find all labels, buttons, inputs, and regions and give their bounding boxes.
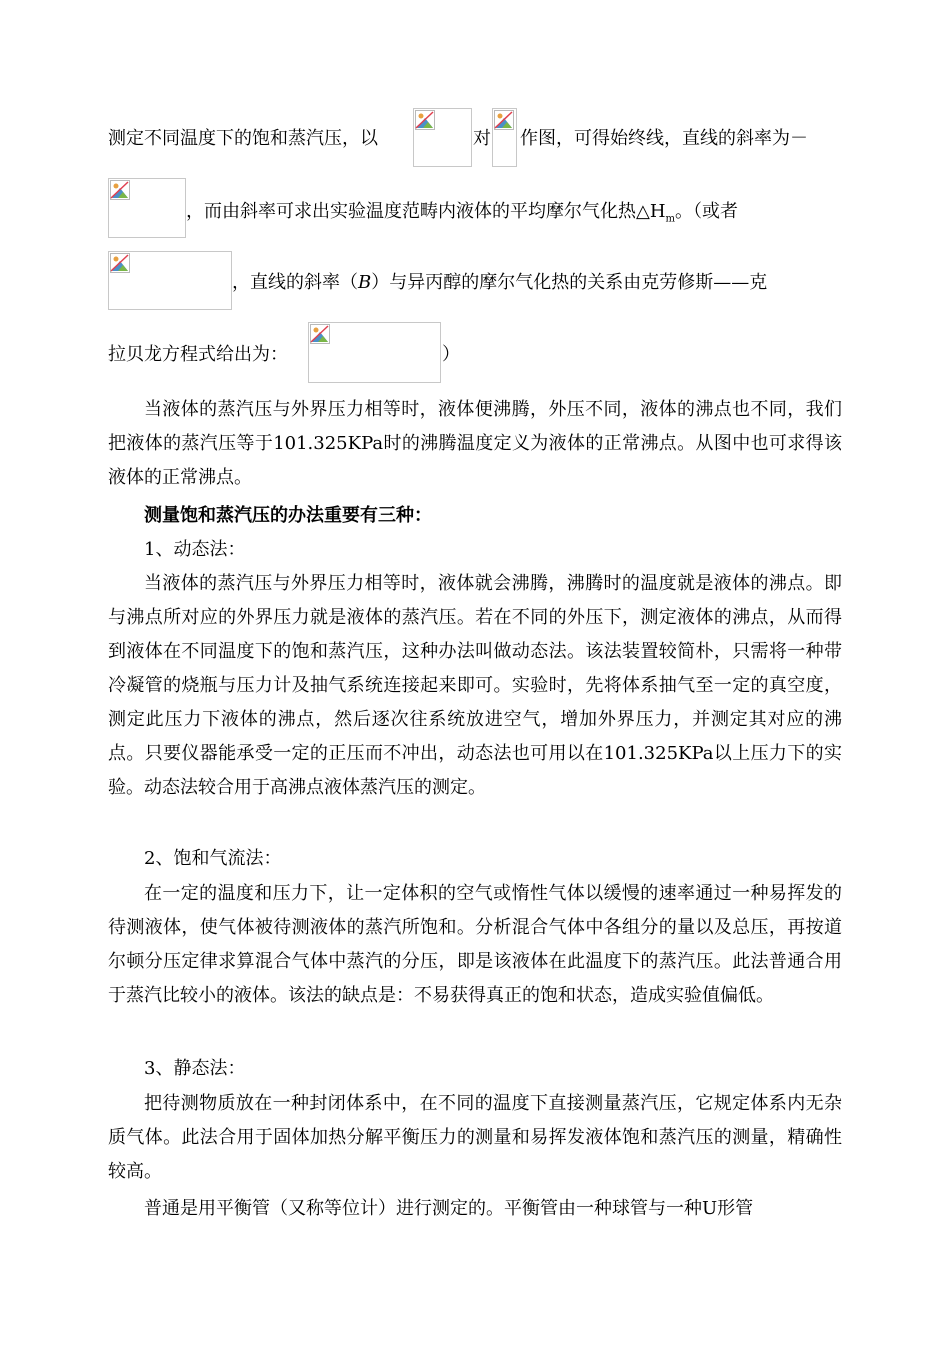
- section-heading: 测量饱和蒸汽压的办法重要有三种：: [144, 505, 432, 526]
- formula-image-inv-t: [492, 108, 517, 167]
- formula-line-2: [108, 195, 842, 229]
- broken-image-icon: [494, 110, 514, 130]
- text-fragment: 。（或者: [675, 201, 739, 222]
- subscript: m: [665, 213, 676, 225]
- text-fragment: ，直线的斜率（: [232, 272, 358, 293]
- text-fragment: 拉贝龙方程式给出为：: [108, 344, 288, 365]
- broken-image-icon: [415, 110, 435, 130]
- text-fragment: [232, 266, 767, 300]
- method-1-title: 1、动态法：: [144, 539, 246, 560]
- method-1-body: 当液体的蒸汽压与外界压力相等时，液体就会沸腾，沸腾时的温度就是液体的沸点。即与沸点所对应的外界压力就是液体的蒸汽压。若在不同的外压下，测定液体的沸点，从而得到液体在不同温度下的饱和蒸汽压，这种办法叫做动态法。该法装置较简朴，只需将一种带冷凝管的烧瓶与压力计及抽气系统连接起来即可。实验时，先将体系抽气至一定的真空度，测定此压力下液体的沸点，然后逐次往系统放进空气，增加外界压力，并测定其对应的沸点。只要仪器能承受一定的正压而不冲出，动态法也可用以在101.325KPa以上压力下的实验。动态法较合用于高沸点液体蒸汽压的测定。: [108, 573, 842, 798]
- broken-image-icon: [310, 324, 330, 344]
- paragraph-balance-tube: 普通是用平衡管（又称等位计）进行测定的。平衡管由一种球管与一种U形管: [144, 1198, 754, 1219]
- text-fragment: 作图，可得始终线，直线的斜率为－: [520, 128, 808, 149]
- formula-line-4: [108, 338, 842, 372]
- text-fragment: ）与异丙醇的摩尔气化热的关系由克劳修斯——克: [371, 272, 768, 293]
- formula-image-lnp: [413, 108, 472, 167]
- method-3-title: 3、静态法：: [144, 1058, 246, 1079]
- text-fragment: ）: [442, 344, 460, 365]
- text-fragment: [186, 195, 738, 237]
- method-3-body: 把待测物质放在一种封闭体系中，在不同的温度下直接测量蒸汽压，它规定体系内无杂质气体。此法合用于固体加热分解平衡压力的测量和易挥发液体饱和蒸汽压的测量，精确性较高。: [108, 1093, 842, 1182]
- formula-line-3: [108, 266, 842, 300]
- method-2-body: 在一定的温度和压力下，让一定体积的空气或惰性气体以缓慢的速率通过一种易挥发的待测液体，使气体被待测液体的蒸汽所饱和。分析混合气体中各组分的量以及总压，再按道尔顿分压定律求算混合气体中蒸汽的分压，即是该液体在此温度下的蒸汽压。此法普通合用于蒸汽比较小的液体。该法的缺点是：不易获得真正的饱和状态，造成实验值偏低。: [108, 883, 842, 1006]
- formula-image-clausius: [308, 322, 441, 383]
- text-fragment: 对: [473, 128, 491, 149]
- formula-line-1: [108, 122, 842, 156]
- variable: B: [358, 272, 372, 293]
- text-fragment: 测定不同温度下的饱和蒸汽压，以: [108, 128, 378, 149]
- text-fragment: ，而由斜率可求出实验温度范畴内液体的平均摩尔气化热△H: [186, 201, 666, 222]
- method-2-title: 2、饱和气流法：: [144, 848, 282, 869]
- paragraph-boiling-point: 当液体的蒸汽压与外界压力相等时，液体便沸腾，外压不同，液体的沸点也不同，我们把液体的蒸汽压等于101.325KPa时的沸腾温度定义为液体的正常沸点。从图中也可求得该液体的正常沸点。: [108, 399, 842, 488]
